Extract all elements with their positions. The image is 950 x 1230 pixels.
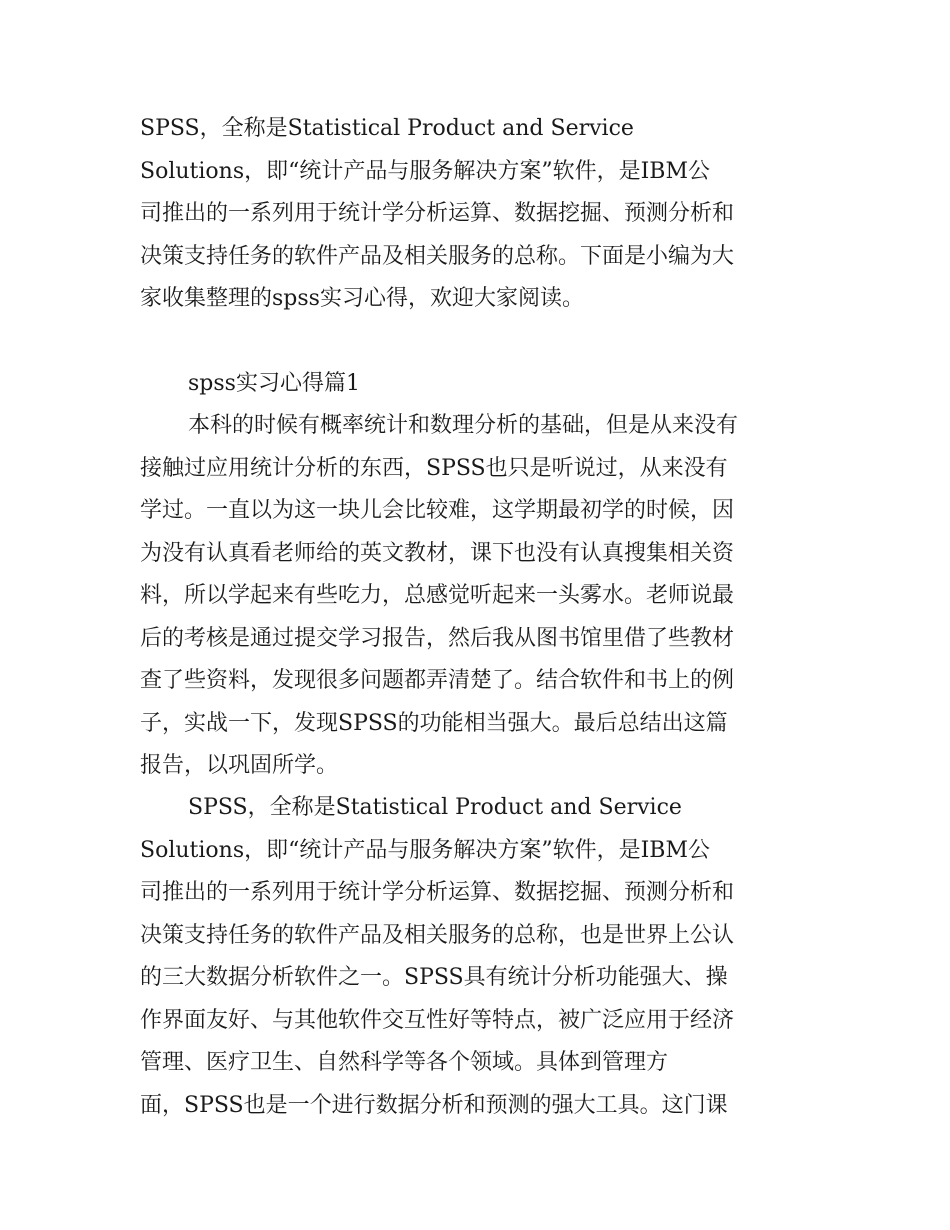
text-line: 本科的时候有概率统计和数理分析的基础，但是从来没有: [188, 413, 739, 438]
text-line: 子，实战一下，发现SPSS的功能相当强大。最后总结出这篇: [140, 710, 728, 736]
text-line: 报告，以巩固所学。: [140, 753, 339, 778]
text-line: 后的考核是通过提交学习报告，然后我从图书馆里借了些教材: [140, 625, 735, 651]
text-line: 家收集整理的spss实习心得，欢迎大家阅读。: [140, 286, 584, 311]
text-line: SPSS，全称是Statistical Product and Service: [188, 795, 682, 820]
text-line: 的三大数据分析软件之一。SPSS具有统计分析功能强大、操: [140, 965, 728, 990]
text-line: 司推出的一系列用于统计学分析运算、数据挖掘、预测分析和: [140, 880, 735, 905]
text-line: 决策支持任务的软件产品及相关服务的总称，也是世界上公认: [140, 922, 735, 948]
text-line: 司推出的一系列用于统计学分析运算、数据挖掘、预测分析和: [140, 201, 735, 226]
text-line: 为没有认真看老师给的英文教材，课下也没有认真搜集相关资: [140, 540, 735, 566]
body-paragraph-2: [140, 787, 820, 1127]
text-line: 学过。一直以为这一块儿会比较难，这学期最初学的时候，因: [140, 498, 735, 523]
text-line: 作界面友好、与其他软件交互性好等特点，被广泛应用于经济: [140, 1007, 735, 1033]
text-line: SPSS，全称是Statistical Product and Service: [140, 116, 634, 141]
text-line: Solutions，即“统计产品与服务解决方案”软件，是IBM公: [140, 837, 710, 863]
section-heading: spss实习心得篇1: [188, 371, 360, 396]
text-line: Solutions，即“统计产品与服务解决方案”软件，是IBM公: [140, 158, 710, 184]
body-paragraph-1: [140, 405, 820, 788]
text-line: 接触过应用统计分析的东西，SPSS也只是听说过，从来没有: [140, 455, 728, 481]
text-line: 料，所以学起来有些吃力，总感觉听起来一头雾水。老师说最: [140, 583, 735, 608]
section-title: [140, 363, 820, 406]
intro-paragraph: [140, 108, 820, 321]
text-line: 查了些资料，发现很多问题都弄清楚了。结合软件和书上的例: [140, 668, 735, 693]
text-line: 决策支持任务的软件产品及相关服务的总称。下面是小编为大: [140, 243, 735, 269]
text-line: 管理、医疗卫生、自然科学等各个领域。具体到管理方: [140, 1050, 669, 1075]
text-line: 面，SPSS也是一个进行数据分析和预测的强大工具。这门课: [140, 1092, 728, 1118]
